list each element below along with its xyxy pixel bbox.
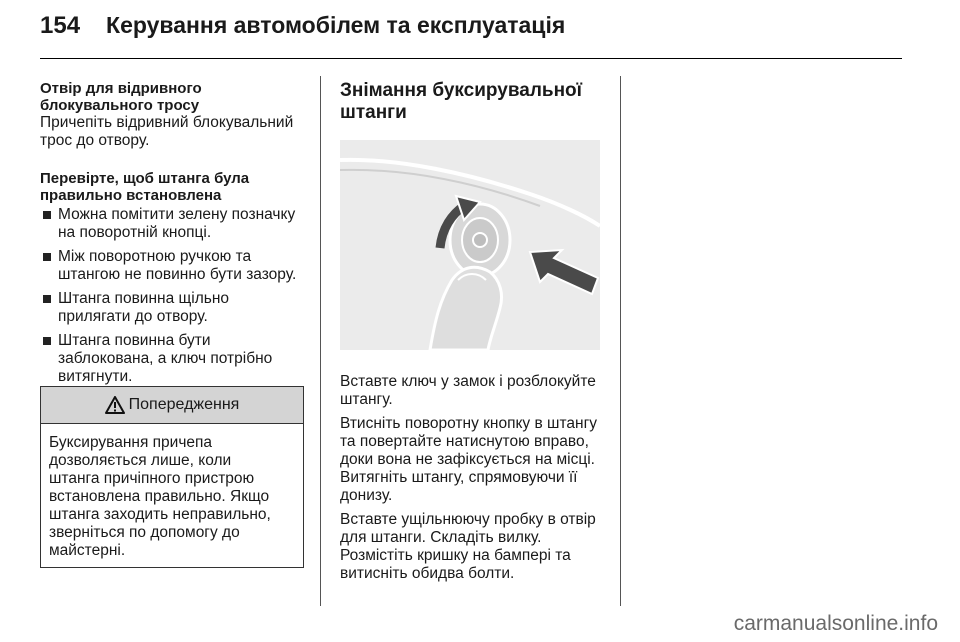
warning-header xyxy=(41,387,303,424)
instruction-paragraph: Вставте ключ у замок і розблокуйте штангу. xyxy=(340,373,596,408)
page-header xyxy=(40,12,565,40)
warning-text: Буксирування причепа дозволяється лише, коли штанга причіпного пристрою встановлена правильно. Якщо штанга заходить неправильно, зверніться по допомогу до майстерні. xyxy=(49,434,271,559)
section-heading-check-bar: Перевірте, щоб штанга була правильно встановлена xyxy=(40,170,250,204)
warning-box xyxy=(40,386,304,568)
list-item: Штанга повинна щільно прилягати до отвору. xyxy=(40,290,305,326)
page-title: Керування автомобілем та експлуатація xyxy=(106,12,566,38)
towbar-illustration xyxy=(340,140,600,350)
right-column xyxy=(340,80,608,589)
list-item: Можна помітити зелену позначку на поворотній кнопці. xyxy=(40,206,305,242)
column-divider xyxy=(320,76,321,606)
list-item: Штанга повинна бути заблокована, а ключ потрібно витягнути. xyxy=(40,332,305,386)
breakaway-cable-text: Причепіть відривний блокувальний трос до отвору. xyxy=(40,114,294,149)
warning-icon xyxy=(105,396,125,414)
list-item: Між поворотною ручкою та штангою не повинно бути зазору. xyxy=(40,248,305,284)
instruction-paragraph: Втисніть поворотну кнопку в штангу та повертайте натиснутою вправо, доки вона не зафіксується на місці. Витягніть штангу, спрямовуючи її донизу. xyxy=(340,415,597,504)
section-heading-remove-bar: Знімання буксирувальної штанги xyxy=(340,80,582,123)
section-heading-breakaway-cable: Отвір для відривного блокувального тросу xyxy=(40,80,202,114)
warning-title: Попередження xyxy=(128,396,240,413)
check-list xyxy=(40,206,305,386)
watermark: carmanualsonline.info xyxy=(733,612,938,635)
left-column xyxy=(40,80,305,392)
instruction-paragraph: Вставте ущільнюючу пробку в отвір для штанги. Складіть вилку. Розмістіть кришку на бампері та витисніть обидва болти. xyxy=(340,511,596,582)
page-number: 154 xyxy=(40,12,81,39)
header-rule xyxy=(40,58,902,59)
column-divider xyxy=(620,76,621,606)
